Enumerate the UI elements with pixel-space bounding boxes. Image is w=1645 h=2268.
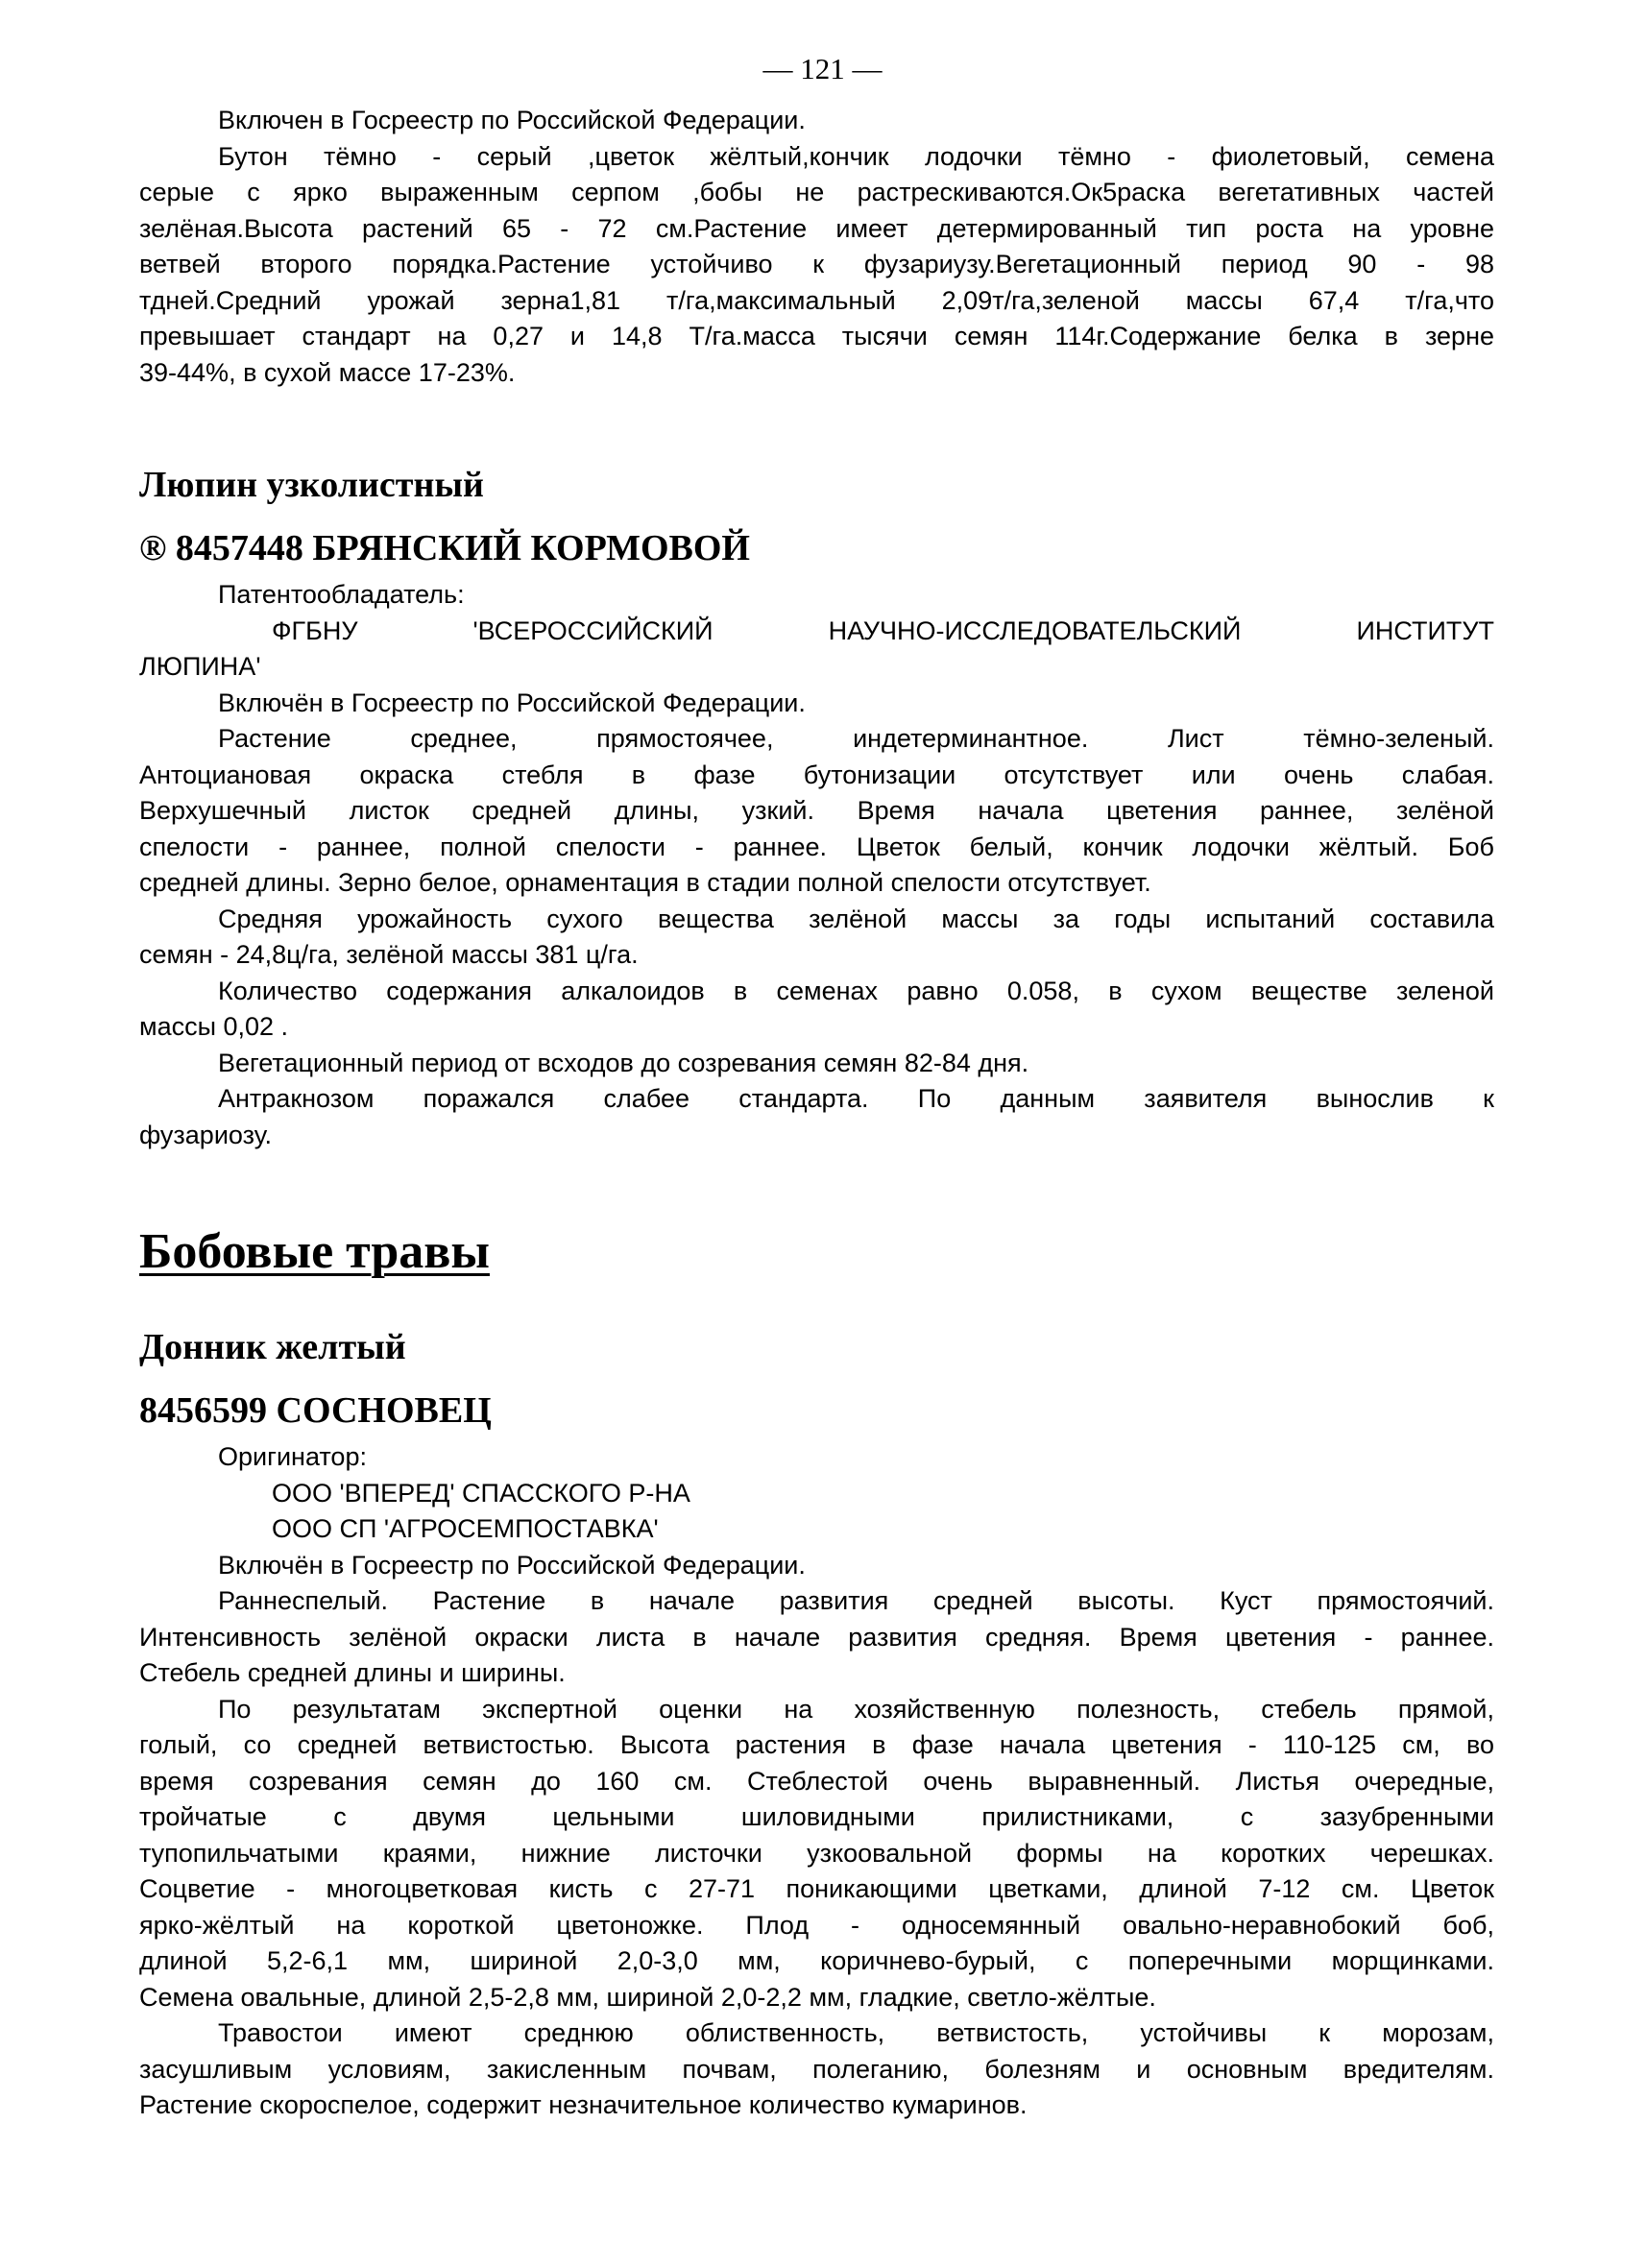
text-line: время созревания семян до 160 см. Стеблестой очень выравненный. Листья очередные, (139, 1766, 1494, 1796)
text-line: Травостои имеют среднюю облиственность, ветвистость, устойчивы к морозам, (218, 2018, 1494, 2047)
text-line: голый, со средней ветвистостью. Высота растения в фазе начала цветения - 110-125 см, во (139, 1730, 1494, 1759)
page-number: — 121 — (762, 52, 883, 85)
text-line: тупопильчатыми краями, нижние листочки узкоовальной формы на коротких черешках. (139, 1838, 1494, 1868)
paragraph (139, 1046, 1494, 1082)
organization-name (139, 1476, 1494, 1512)
text-line: Оригинатор: (218, 1442, 367, 1471)
text-line: Соцветие - многоцветковая кисть с 27-71 поникающими цветками, длиной 7-12 см. Цветок (139, 1874, 1494, 1903)
text-line: Количество содержания алкалоидов в семенах равно 0.058, в сухом веществе зеленой (218, 976, 1494, 1005)
text-line: Верхушечный листок средней длины, узкий. Время начала цветения раннее, зелёной (139, 796, 1494, 825)
paragraph (139, 139, 1494, 392)
paragraph (139, 577, 1494, 614)
text-line: тройчатые с двумя цельными шиловидными прилистниками, с зазубренными (139, 1802, 1494, 1831)
text-line: тдней.Средний урожай зерна1,81 т/га,максимальный 2,09т/га,зеленой массы 67,4 т/га,что (139, 285, 1494, 315)
paragraph (139, 2015, 1494, 2124)
crop-title: Донник желтый (139, 1327, 406, 1367)
text-line: длиной 5,2-6,1 мм, шириной 2,0-3,0 мм, коричнево-бурый, с поперечными морщинками. (139, 1946, 1494, 1975)
text-line: спелости - раннее, полной спелости - раннее. Цветок белый, кончик лодочки жёлтый. Боб (139, 832, 1494, 861)
text-line: Включён в Госреестр по Российской Федерации. (218, 688, 806, 717)
text-line: Раннеспелый. Растение в начале развития средней высоты. Куст прямостоячий. (218, 1586, 1494, 1615)
text-line: Патентообладатель: (218, 580, 465, 609)
text-line: средней длины. Зерно белое, орнаментация в стадии полной спелости отсутствует. (139, 868, 1151, 897)
paragraph (139, 974, 1494, 1046)
text-line: зелёная.Высота растений 65 - 72 см.Растение имеет детермированный тип роста на уровне (139, 213, 1494, 243)
text-line: Стебель средней длины и ширины. (139, 1658, 566, 1687)
text-line: Включён в Госреестр по Российской Федерации. (218, 1550, 806, 1580)
paragraph (139, 103, 1494, 139)
text-line: Антоциановая окраска стебля в фазе бутонизации отсутствует или очень слабая. (139, 760, 1494, 789)
text-line: Интенсивность зелёной окраски листа в начале развития средняя. Время цветения - раннее. (139, 1622, 1494, 1652)
text-line: засушливым условиям, закисленным почвам, полеганию, болезням и основным вредителям. (139, 2054, 1494, 2084)
document-body (139, 103, 1494, 2124)
paragraph (139, 1583, 1494, 1692)
text-line: Бутон тёмно - серый ,цветок жёлтый,кончик лодочки тёмно - фиолетовый, семена (218, 141, 1494, 171)
text-line: массы 0,02 . (139, 1012, 289, 1041)
text-line: Вегетационный период от всходов до созревания семян 82-84 дня. (218, 1048, 1029, 1077)
variety-title: 8456599 СОСНОВЕЦ (139, 1390, 492, 1431)
text-line: семян - 24,8ц/га, зелёной массы 381 ц/га. (139, 940, 639, 969)
text-line: Растение скороспелое, содержит незначительное количество кумаринов. (139, 2090, 1028, 2119)
text-line: Растение среднее, прямостоячее, индетерминантное. Лист тёмно-зеленый. (218, 724, 1494, 753)
text-line: ЛЮПИНА' (139, 652, 261, 681)
paragraph (139, 902, 1494, 974)
text-line: превышает стандарт на 0,27 и 14,8 Т/га.масса тысячи семян 114г.Содержание белка в зерне (139, 322, 1494, 350)
text-line: 39-44%, в сухой массе 17-23%. (139, 357, 516, 387)
text-line: ФГБНУ 'ВСЕРОССИЙСКИЙ НАУЧНО-ИССЛЕДОВАТЕЛЬСКИЙ ИНСТИТУТ (272, 615, 1494, 645)
text-line: ветвей второго порядка.Растение устойчиво к фузариузу.Вегетационный период 90 - 98 (139, 250, 1494, 278)
crop-title: Люпин узколистный (139, 465, 484, 505)
text-line: серые с ярко выраженным серпом ,бобы не растрескиваются.Ок5раска вегетативных частей (139, 178, 1494, 206)
organization-name (139, 1511, 1494, 1548)
variety-title: ® 8457448 БРЯНСКИЙ КОРМОВОЙ (139, 528, 750, 568)
text-line: ООО 'ВПЕРЕД' СПАССКОГО Р-НА (272, 1478, 690, 1508)
text-line: По результатам экспертной оценки на хозяйственную полезность, стебель прямой, (218, 1694, 1494, 1724)
text-line: ярко-жёлтый на короткой цветоножке. Плод - односемянный овально-неравнобокий боб, (139, 1910, 1494, 1940)
paragraph (139, 1439, 1494, 1476)
organization-name (139, 614, 1494, 686)
text-line: Семена овальные, длиной 2,5-2,8 мм, шириной 2,0-2,2 мм, гладкие, светло-жёлтые. (139, 1982, 1156, 2012)
paragraph (139, 1081, 1494, 1153)
paragraph (139, 721, 1494, 902)
text-line: Включен в Госреестр по Российской Федерации. (218, 106, 806, 134)
paragraph (139, 686, 1494, 722)
paragraph (139, 1548, 1494, 1584)
text-line: Средняя урожайность сухого вещества зелёной массы за годы испытаний составила (218, 904, 1494, 933)
section-title: Бобовые травы (139, 1224, 490, 1279)
text-line: фузариозу. (139, 1120, 272, 1149)
paragraph (139, 1692, 1494, 2016)
text-line: Антракнозом поражался слабее стандарта. По данным заявителя вынослив к (218, 1084, 1494, 1113)
text-line: ООО СП 'АГРОСЕМПОСТАВКА' (272, 1514, 659, 1543)
